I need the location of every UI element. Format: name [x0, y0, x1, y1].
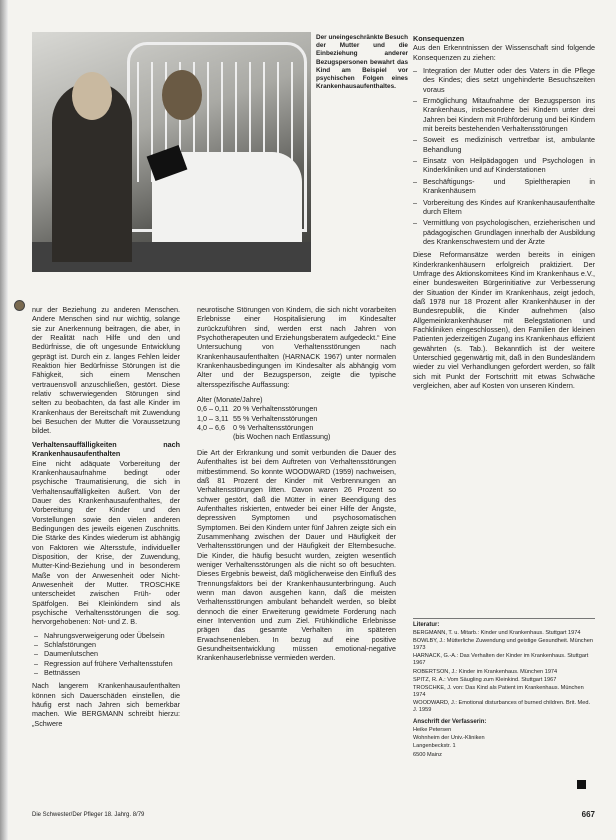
literature-section [413, 622, 595, 760]
age-row [197, 414, 396, 423]
literature-entry: WOODWARD, J.: Emotional disturbances of burned children. Brit. Med. J. 1959 [413, 699, 590, 714]
column1-body: Eine nicht adäquate Vorbereitung der Krankenhausaufnahme bedingt oder psychische Traumatisierung, die sich in Verhaltensauffälligkeiten äußert. Von der Dauer des Krankenhausaufenthaltes, der Vorbereitung der Kinder und den Vorstellungen sowie den vielen anderen Bedingungen des jeweils eigenen Zuschnitts. Die Stärke des Kindes wiederum ist abhängig von Faktoren wie Altersstufe, individueller Disposition, der Krise, der Zuwendung, Mutter-Kind-Beziehung und in besonderem Maße von der Anwesenheit oder Nicht-Anwesenheit der Mutter. TROSCHKE unterscheidet zwischen Früh- oder Spätfolgen. Bei Kleinkindern sind als psychische Verhaltensstörungen die sog. hervorgehobenen: Not- und Z. B. [32, 458, 180, 627]
end-of-article-square-icon [577, 780, 586, 789]
section-marker-icon [14, 300, 25, 311]
list-item: – Integration der Mutter oder des Vaters in die Pflege des Kindes; dies setzt ungehinderte Besuchszeiten voraus [413, 66, 595, 94]
literature-entry: BERGMANN, T. u. Mitarb.: Kinder und Krankenhaus. Stuttgart 1974 [413, 630, 581, 637]
list-item: – Bettnässen [32, 668, 180, 677]
list-item: – Soweit es medizinisch vertretbar ist, ambulante Behandlung [413, 135, 595, 154]
column3-heading: Konsequenzen [413, 34, 465, 43]
column3-intro: Aus den Erkenntnissen der Wissenschaft sind folgende Konsequenzen zu ziehen: [413, 43, 595, 62]
age-row [197, 432, 396, 441]
consequence-list [413, 66, 595, 246]
column3-body: Diese Reformansätze werden bereits in einigen Kinderkrankenhäusern erfolgreich praktiziert. Der Umfrage des Aktionskomitees Kind im Krankenhaus e.V., einer bundesweiten Bürgerinitiative zur Verbesserung der Situation der Kinder im Krankenhaus, zeigt jedoch, daß 1978 nur 18 Prozent aller Krankenhäuser in der Bundesrepublik, die Kinder aufnehmen (also Allgemeinkrankenhäuser mit Belegstationen und Fachkliniken eingeschlossen), den Familien der kleinen Patienten jederzeitigen Zugang ins Krankenhaus effizient gewährten (s. Tab.). Bekanntlich ist der weitere Unterschied gegenwärtig mit, daß in den Bundesländern wieder zu viel Verhandlungen gefordert werden, so fällt sich mit Punkt der Fortschritt mit etwas Schwäche vergleichen, aber auf Kosten von unseren Kindern. [413, 250, 595, 391]
column-3 [413, 32, 595, 394]
address-line: Langenbeckstr. 1 [413, 743, 456, 750]
address-line: 6500 Mainz [413, 751, 442, 758]
literature-divider [413, 618, 595, 619]
age-text: (bis Wochen nach Entlassung) [233, 432, 331, 442]
address-line: Heike Petersen [413, 727, 452, 734]
list-item: – Nahrungsverweigerung oder Übelsein [32, 631, 180, 640]
author-address [413, 719, 595, 758]
page-footer [32, 812, 595, 818]
list-item: – Schlafstörungen [32, 640, 180, 649]
column1-outro: Nach langerem Krankenhausaufenthalten können sich Dauerschäden einstellen, die häufig erst nach Jahren sich bemerkbar machen. Wie BERGMANN schreibt hierzu: „Schwere [32, 681, 180, 728]
photo-child [162, 70, 202, 120]
age-table-title: Alter (Monate/Jahre) [197, 395, 263, 405]
age-value: 4,0 – 6,6 [197, 423, 225, 433]
literature-entry: ROBERTSON, J.: Kinder im Krankenhaus. München 1974 [413, 668, 558, 675]
address-heading: Anschrift der Verfasserin: [413, 719, 487, 726]
age-row [197, 423, 396, 432]
column2-body: Die Art der Erkrankung und somit verbunden die Dauer des Aufenthaltes ist bei dem Auftreten von Verhaltensstörungen mitbestimmend. So konnte WOODWARD (1959) nachweisen, daß 81 Prozent der Kinder mit Verbrennungen an Verhaltensstörungen litten. Davon waren 26 Prozent so schwer gestört, daß die Mütter in einer Beendigung des Aufenthaltes riskierten, entweder bei einer Hilfe der Ängste, depressiven Symptomen und psychosomatischen Symptomen. Bei den Kindern unter fünf Jahren zeigte sich ein Zusammenhang zwischen der Dauer und Häufigkeit der Verhaltensstörungen und der Häufigkeit der Elternbesuche. Die Kinder, die häufig besucht wurden, zeigten wesentlich weniger Verhaltensstörungen als die nicht so oft besuchten. Dieses Ergebnis beweist, daß möglicherweise den Einfluß des Trennungsfaktors bei der Krankenhausunterbringung. Auch wenn man davon ausgehen kann, daß die meisten Verhaltensstörungen ambulant behandelt werden, so bleibt dennoch die einer Erweiterung gewidmete Forderung nach einer Intervention und zum Ziel. Frühkindliche Erlebnisse prägen das gesamte Verhalten im späteren Erwachsenenleben. In bezug auf eine positive Gesundheitsentwicklung müssen emotional-negative Krankenhauserlebnisse vermieden werden. [197, 447, 396, 663]
age-text: 55 % Verhaltensstörungen [233, 413, 318, 423]
list-item: – Vermittlung von psychologischen, erzieherischen und pädagogischen Grundlagen innerhalb der Ausbildung des Krankenschwestern und der Ärzte [413, 218, 595, 246]
list-item: – Vorbereitung des Kindes auf Krankenhausaufenthalte durch Eltern [413, 198, 595, 217]
column-1 [32, 305, 180, 732]
footer-journal: Die Schwester/Der Pfleger 18. Jahrg. 8/79 [32, 812, 145, 818]
address-line: Wohnheim der Univ.-Kliniken [413, 735, 485, 742]
age-value: 1,0 – 3,11 [197, 413, 229, 423]
literature-entry: SPITZ, R. A.: Vom Säugling zum Kleinkind. Stuttgart 1967 [413, 676, 557, 683]
age-row [197, 404, 396, 413]
list-item: – Einsatz von Heilpädagogen und Psychologen in Kinderkliniken und auf Kinderstationen [413, 156, 595, 175]
symptom-list [32, 631, 180, 678]
photo-caption: Der uneingeschränkte Besuch der Mutter und die Einbeziehung anderer Bezugspersonen bewahrt das Kind am Beispiel vor psychischen Folgen eines Krankenhausaufenthaltes. [316, 34, 408, 91]
page-number: 667 [581, 810, 595, 819]
age-text: 0 % Verhaltensstörungen [233, 423, 314, 433]
list-item: – Beschäftigungs- und Spieltherapien in Krankenhäusern [413, 177, 595, 196]
list-item: – Ermöglichung Mitaufnahme der Bezugsperson ins Krankenhaus, insbesondere bei Kindern unter drei Jahren bei Kindern mit Frühförderung und bei Kindern mit bereits bestehenden Verhaltensstörungen [413, 96, 595, 133]
column-2 [197, 305, 396, 667]
list-item: – Daumenlutschen [32, 649, 180, 658]
literature-heading: Literatur: [413, 622, 440, 628]
age-text: 20 % Verhaltensstörungen [233, 404, 318, 414]
literature-entry: BOWLBY, J.: Mütterliche Zuwendung und geistige Gesundheit. München 1973 [413, 638, 593, 652]
column2-top: neurotische Störungen von Kindern, die sich nicht vorarbeiten Erlebnisse einer Hospitalisierung im Kindesalter zurückzuführen sind, werden erst nach Jahren von Psychotherapeuten und Erziehungsberatern aufgedeckt.“ Eine Untersuchung von Verhaltensstörungen nach Krankenhausaufenthalten (HARNACK 1967) unter normalen Krankenhausbedingungen im Kindesalter als abhängig vom Alter und der Bezugsperson, zeigte die typische altersspezifische Auffassung: [197, 305, 396, 389]
age-table [197, 395, 396, 442]
age-value: 0,6 – 0,11 [197, 404, 229, 414]
literature-entry: HARNACK, G.-A.: Das Verhalten der Kinder im Krankenhaus. Stuttgart 1967 [413, 653, 589, 667]
page-spine-shadow [0, 0, 8, 840]
column1-heading: Verhaltensauffälligkeiten nach Krankenhausaufenthalten [32, 439, 180, 459]
photo-mother-head [72, 72, 112, 120]
list-item: – Regression auf frühere Verhaltensstufen [32, 659, 180, 668]
column1-intro: nur der Beziehung zu anderen Menschen. Andere Menschen sind nur wichtig, solange sie zur Anerkennung beitragen, die aber, in der Realität nach Hilfe und den und Bedürfnisse, die oft ungesunde Entwicklung geprägt ist. Durch ein z. langes Fehlen leider Reaktion hier Bedürfnisse Störungen ist die Fähigkeit, sich einem Menschen vertrauensvoll anzuschließen, gestört. Diese relativ schwerwiegenden Störungen sind selten zu beobachten, da fast alle Kinder im Krankenhaus der Bereitschaft mit Zuwendung bei Besuchen der Mutter die Voraussetzung bildet. [32, 305, 180, 436]
photo-mother-child-hospital-bed [32, 32, 311, 272]
literature-entry: TROSCHKE, J. von: Das Kind als Patient im Krankenhaus. München 1974 [413, 684, 584, 698]
